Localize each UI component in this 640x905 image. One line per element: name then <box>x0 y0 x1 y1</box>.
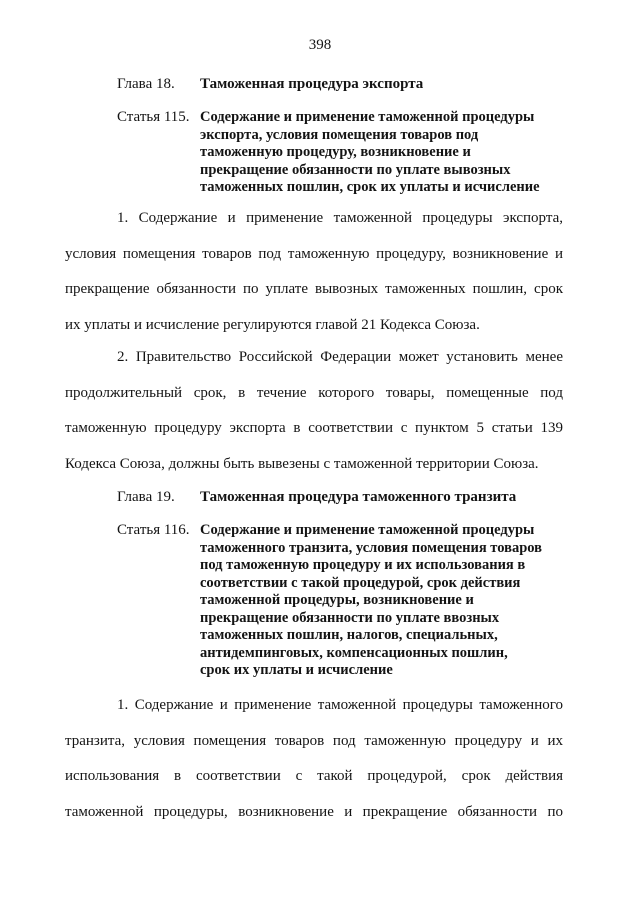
article-title <box>200 522 542 680</box>
page-number: 398 <box>308 37 332 53</box>
article-title-line: под таможенную процедуру и их использования в <box>200 557 526 573</box>
article-title-line: таможенных пошлин, налогов, специальных, <box>200 627 498 643</box>
article-title-line: Содержание и применение таможенной процедуры <box>200 109 535 125</box>
article-title-line: Содержание и применение таможенной процедуры <box>200 522 535 538</box>
chapter-title: Таможенная процедура экспорта <box>200 76 424 92</box>
chapter-label: Глава 18. <box>117 76 175 92</box>
paragraph-line: 1. Содержание и применение таможенной процедуры экспорта, <box>117 210 563 226</box>
paragraph-line: продолжительный срок, в течение которого товары, помещенные под <box>65 384 563 401</box>
article-title-line: прекращение обязанности по уплате ввозных <box>200 609 500 626</box>
article-title-line: таможенных пошлин, срок их уплаты и исчисление <box>200 179 540 195</box>
chapter-label: Глава 19. <box>117 489 175 505</box>
paragraph-line: 1. Содержание и применение таможенной процедуры таможенного <box>117 697 563 713</box>
article-title-line: таможенного транзита, условия помещения товаров <box>200 539 542 556</box>
article-title-line: срок их уплаты и исчисление <box>200 662 393 678</box>
article-label: Статья 116. <box>117 522 190 538</box>
paragraph-line: Кодекса Союза, должны быть вывезены с таможенной территории Союза. <box>65 455 539 472</box>
article-title-line: экспорта, условия помещения товаров под <box>200 126 479 143</box>
paragraph-line: транзита, условия помещения товаров под таможенную процедуру и их <box>65 732 563 749</box>
article-title <box>200 109 540 197</box>
article-title-line: таможенную процедуру, возникновение и <box>200 144 471 160</box>
paragraph-line: таможенную процедуру экспорта в соответствии с пунктом 5 статьи 139 <box>65 420 563 436</box>
article-115-paragraph-2 <box>65 340 563 482</box>
paragraph-line: 2. Правительство Российской Федерации может установить менее <box>117 349 563 365</box>
article-label: Статья 115. <box>117 109 190 125</box>
article-title-line: таможенной процедуры, возникновение и <box>200 592 474 608</box>
article-115-paragraph-1 <box>65 201 563 343</box>
paragraph-line: таможенной процедуры, возникновение и прекращение обязанности по <box>65 803 563 820</box>
paragraph-line: прекращение обязанности по уплате вывозных таможенных пошлин, срок <box>65 281 563 297</box>
article-116-paragraph-1 <box>65 688 563 830</box>
article-title-line: антидемпинговых, компенсационных пошлин, <box>200 644 508 661</box>
article-title-line: соответствии с такой процедурой, срок действия <box>200 574 521 591</box>
paragraph-line: условия помещения товаров под таможенную процедуру, возникновение и <box>65 245 563 262</box>
article-title-line: прекращение обязанности по уплате вывозных <box>200 161 511 178</box>
paragraph-line: использования в соответствии с такой процедурой, срок действия <box>65 768 563 784</box>
paragraph-line: их уплаты и исчисление регулируются главой 21 Кодекса Союза. <box>65 316 480 333</box>
chapter-title: Таможенная процедура таможенного транзита <box>200 489 517 505</box>
